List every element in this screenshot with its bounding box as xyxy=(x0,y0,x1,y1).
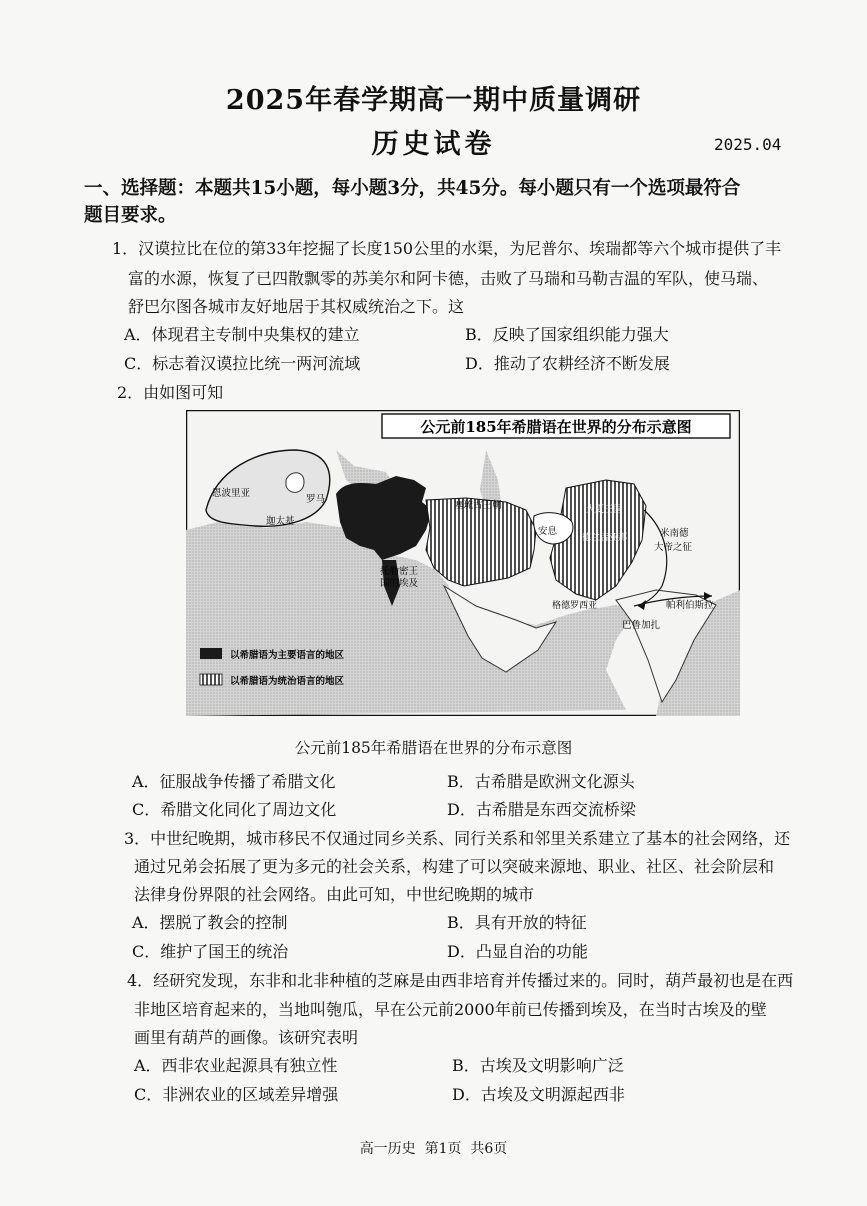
map-svg xyxy=(186,410,740,716)
section-heading-line1: 一、选择题：本题共15小题，每小题3分，共45分。每小题只有一个选项最符合 xyxy=(84,178,741,199)
section-heading-line2: 题目要求。 xyxy=(84,205,177,226)
italy-island xyxy=(286,473,304,493)
question-4-option-c[interactable]: C．非洲农业的区域差异增强 xyxy=(134,1085,339,1104)
question-3-option-b[interactable]: B．具有开放的特征 xyxy=(447,913,587,932)
label-barygaza: 巴鲁加扎 xyxy=(622,620,661,631)
label-gedrosia: 格德罗西亚 xyxy=(552,601,598,611)
legend-swatch-ruling xyxy=(200,674,222,685)
question-1-option-d[interactable]: D．推动了农耕经济不断发展 xyxy=(465,354,670,373)
question-2-option-c[interactable]: C．希腊文化同化了周边文化 xyxy=(132,800,337,819)
legend-label-ruling: 以希腊语为统治语言的地区 xyxy=(230,676,345,687)
label-carthage: 迦太基 xyxy=(266,516,295,527)
exam-subject: 历史试卷 xyxy=(371,129,496,160)
exam-title: 2025年春学期高一期中质量调研 xyxy=(225,85,642,116)
label-emporion: 恩波里亚 xyxy=(212,488,251,499)
label-menander-2: 大帝之征 xyxy=(654,542,693,553)
greek-language-map xyxy=(186,410,740,716)
page-footer: 高一历史 第1页 共6页 xyxy=(359,1141,508,1157)
question-1-line-3: 舒巴尔图各城市友好地居于其权威统治之下。这 xyxy=(128,297,465,316)
label-seleucid: 塞琉古王朝 xyxy=(454,500,502,511)
question-4-line-1: 4．经研究发现，东非和北非种植的芝麻是由西非培育并传播过来的。同时，葫芦最初也是在西 xyxy=(127,971,794,990)
map-title: 公元前185年希腊语在世界的分布示意图 xyxy=(420,418,692,436)
question-3-line-3: 法律身份界限的社会网络。由此可知，中世纪晚期的城市 xyxy=(134,885,535,904)
legend-swatch-main xyxy=(200,648,222,659)
question-4-line-3: 画里有葫芦的画像。该研究表明 xyxy=(134,1028,359,1047)
question-4-option-d[interactable]: D．古埃及文明源起西非 xyxy=(452,1085,625,1104)
question-3-line-2: 通过兄弟会拓展了更为多元的社会关系，构建了可以突破来源地、职业、社区、社会阶层和 xyxy=(134,857,775,876)
label-parthia: 安息 xyxy=(538,526,558,537)
question-4-option-b[interactable]: B．古埃及文明影响广泛 xyxy=(452,1056,624,1075)
exam-date: 2025.04 xyxy=(714,135,782,154)
legend-label-main: 以希腊语为主要语言的地区 xyxy=(230,650,345,661)
question-3-option-a[interactable]: A．摆脱了教会的控制 xyxy=(132,913,288,932)
question-2-line-1: 2．由如图可知 xyxy=(117,383,224,402)
question-4-line-2: 非地区培育起来的，当地叫匏瓜，早在公元前2000年前已传播到埃及，在当时古埃及的壁 xyxy=(134,1000,767,1019)
question-1-line-1: 1．汉谟拉比在位的第33年挖掘了长度150公里的水渠，为尼普尔、埃瑞都等六个城市提供了丰 xyxy=(112,239,782,258)
label-bactria: 大夏王国 xyxy=(586,505,623,515)
label-palibothra: 帕利伯斯拉 xyxy=(666,600,714,611)
question-3-option-d[interactable]: D．凸显自治的功能 xyxy=(447,942,588,961)
question-2-option-a[interactable]: A．征服战争传播了希腊文化 xyxy=(132,772,336,791)
seleucid-area xyxy=(426,498,536,586)
question-3-option-c[interactable]: C．维护了国王的统治 xyxy=(132,942,289,961)
label-drangiana: 德兰吉亚那 xyxy=(582,533,628,543)
label-menander-1: 米南德 xyxy=(660,528,689,539)
question-1-line-2: 富的水源，恢复了已四散飘零的苏美尔和阿卡德，击败了马瑞和马勒吉温的军队，使马瑞、 xyxy=(128,269,769,288)
question-2-option-b[interactable]: B．古希腊是欧洲文化源头 xyxy=(447,772,635,791)
question-1-option-b[interactable]: B．反映了国家组织能力强大 xyxy=(465,325,669,344)
question-2-option-d[interactable]: D．古希腊是东西交流桥梁 xyxy=(447,800,636,819)
label-ptolemy-2: 国的埃及 xyxy=(380,578,419,589)
question-4-option-a[interactable]: A．西非农业起源具有独立性 xyxy=(134,1056,338,1075)
question-3-line-1: 3．中世纪晚期，城市移民不仅通过同乡关系、同行关系和邻里关系建立了基本的社会网络，还 xyxy=(124,829,791,848)
map-caption: 公元前185年希腊语在世界的分布示意图 xyxy=(294,739,573,757)
question-1-option-c[interactable]: C．标志着汉谟拉比统一两河流域 xyxy=(124,354,361,373)
label-rome: 罗马 xyxy=(306,494,326,505)
label-ptolemy-1: 托勒密王 xyxy=(380,566,419,577)
question-1-option-a[interactable]: A．体现君主专制中央集权的建立 xyxy=(124,325,360,344)
